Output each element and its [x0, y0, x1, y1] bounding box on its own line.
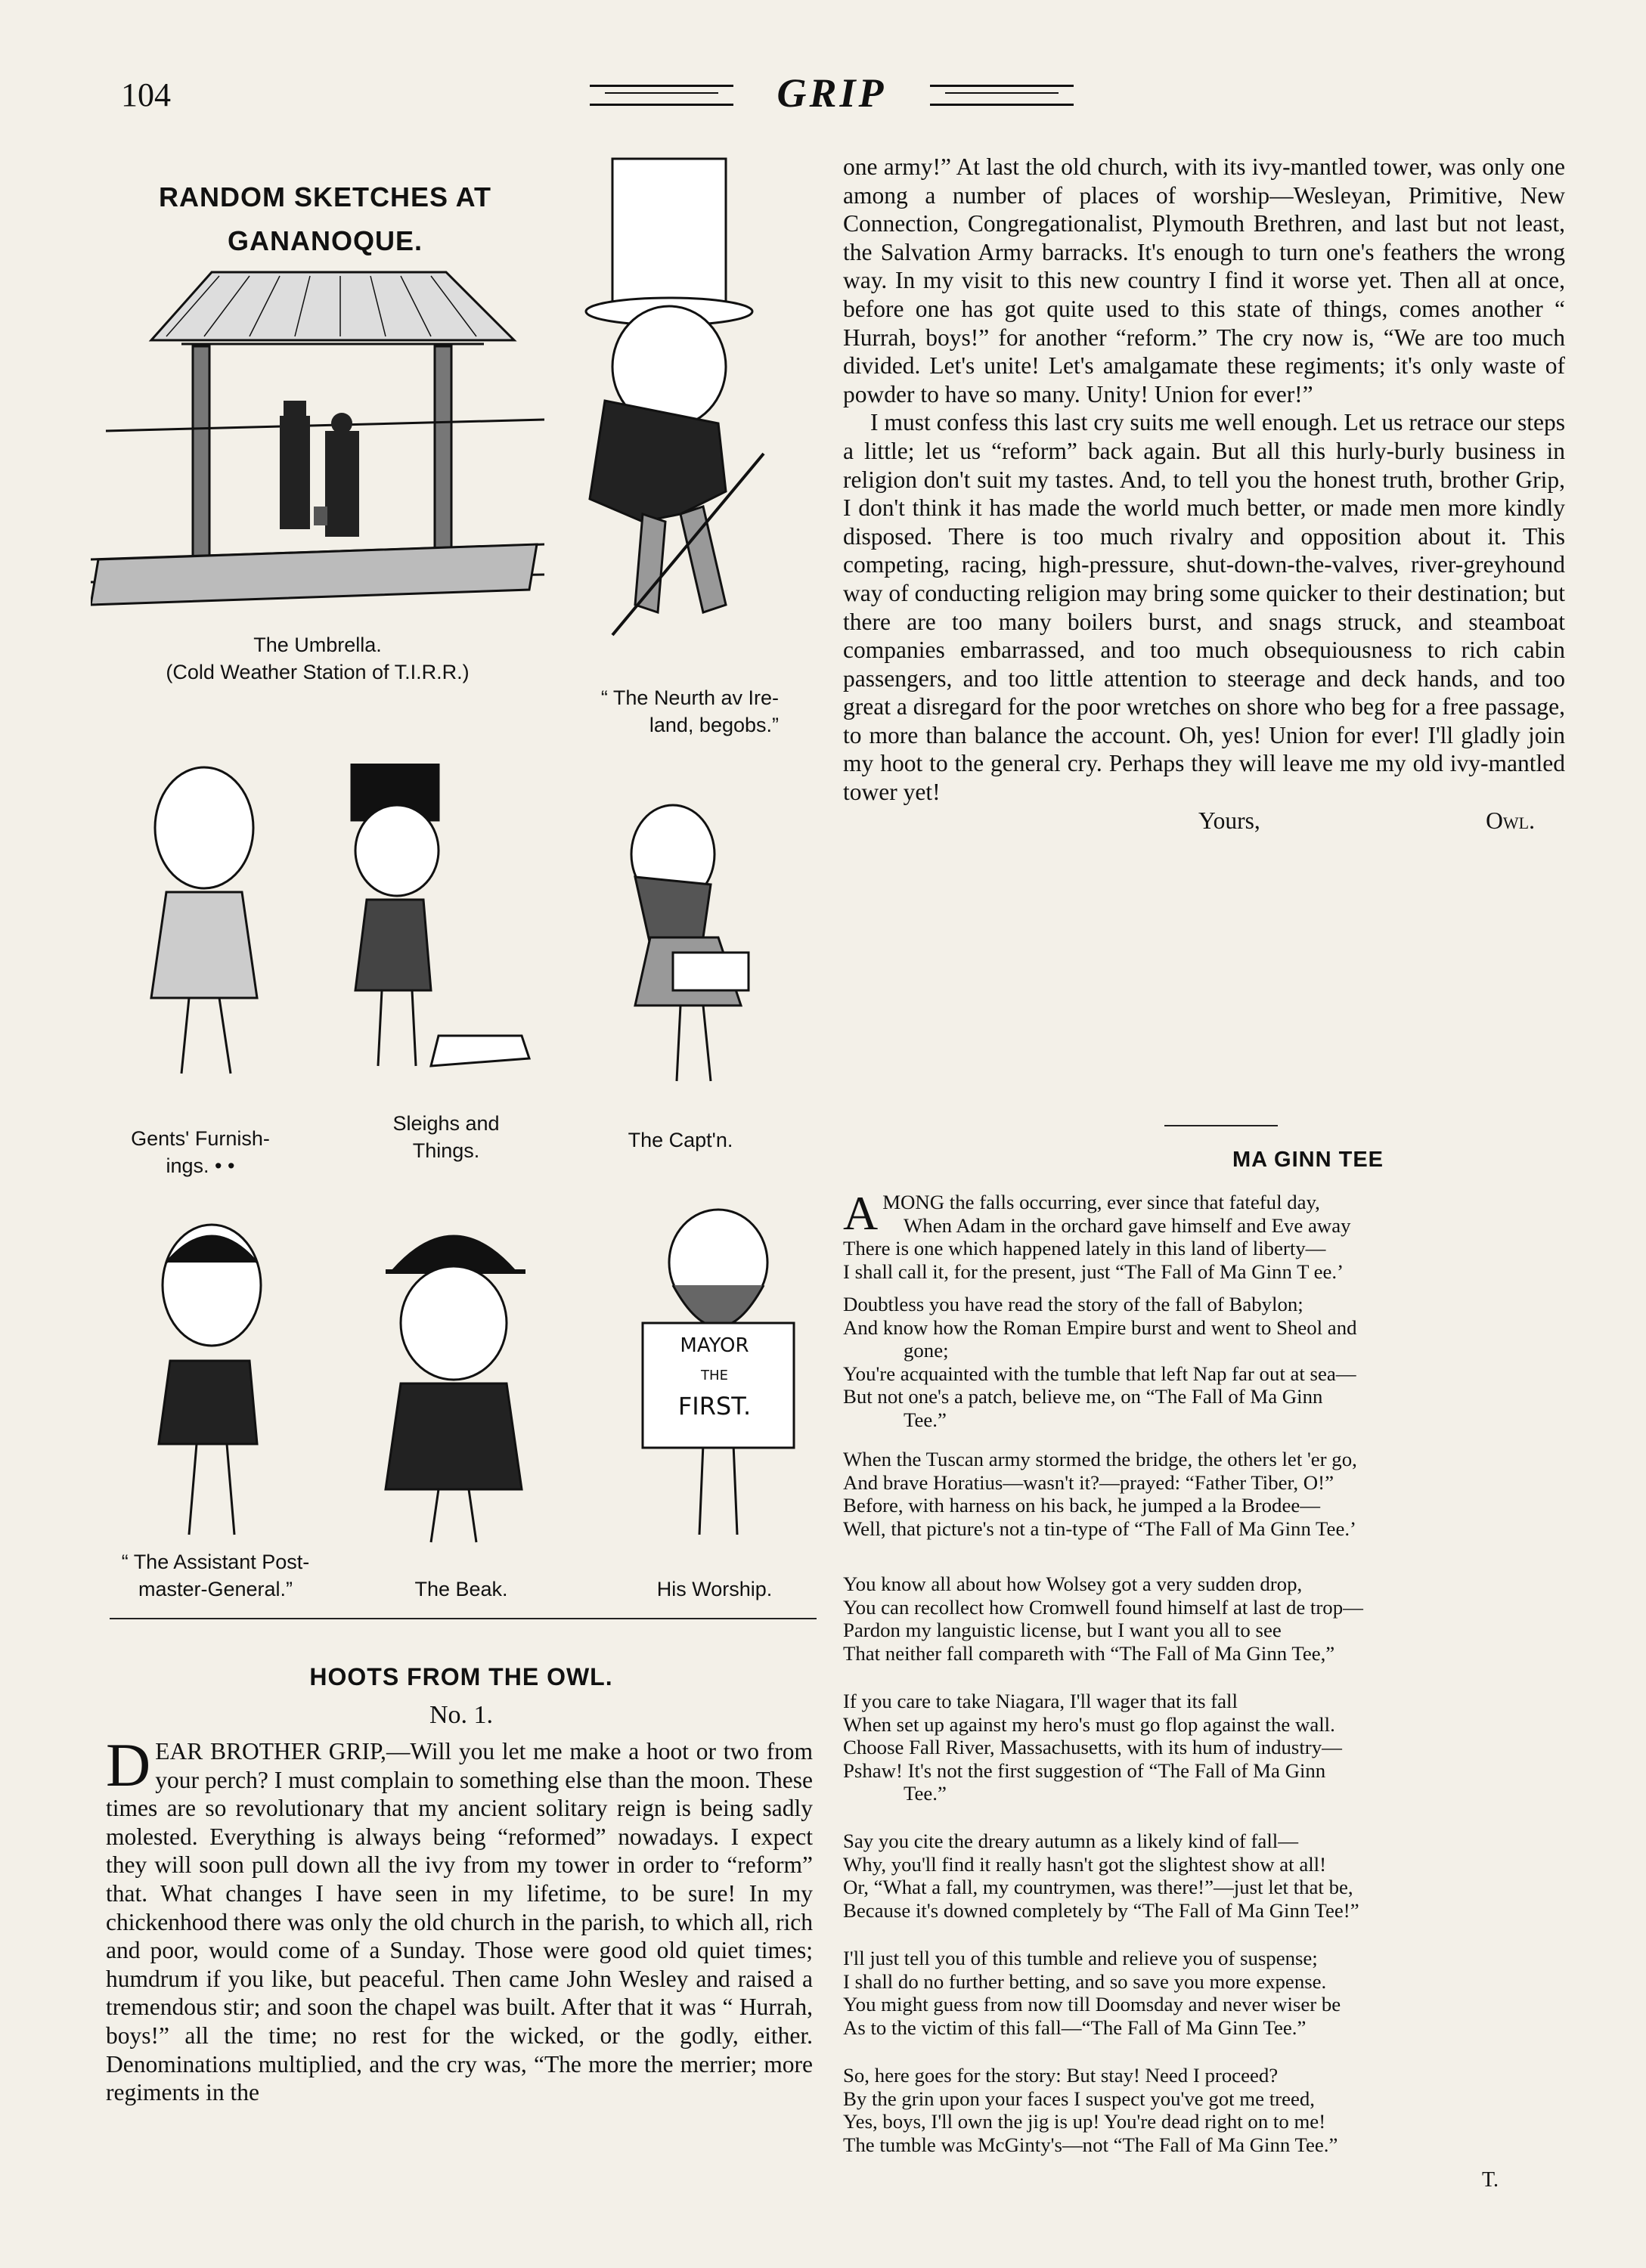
owl-number: No. 1.	[429, 1701, 494, 1729]
sketches-title-line1: RANDOM SKETCHES AT	[159, 181, 491, 212]
section-divider	[110, 1618, 817, 1619]
poem-line: And brave Horatius—wasn't it?—prayed: “Father Tiber, O!”	[843, 1470, 1334, 1494]
top-hat-man-illustration	[560, 151, 817, 650]
poem-stanza-8	[843, 2064, 1569, 2156]
poem-line: When the Tuscan army stormed the bridge, the others let 'er go,	[843, 1448, 1357, 1470]
poem-line: Pardon my languistic license, but I want you all to see	[843, 1619, 1282, 1642]
mayor-sign	[650, 1331, 779, 1421]
masthead-title: GRIP	[777, 70, 887, 116]
poem-line: So, here goes for the story: But stay! Need I proceed?	[843, 2064, 1279, 2087]
poem-line: I'll just tell you of this tumble and relieve you of suspense;	[843, 1947, 1318, 1969]
poem-line: I shall call it, for the present, just “The Fall of Ma Ginn T ee.’	[843, 1259, 1344, 1283]
owl-yours: Yours,	[1198, 807, 1260, 834]
caption-postmaster-line1: “ The Assistant Post-	[121, 1551, 310, 1573]
caption-beak: The Beak.	[414, 1578, 508, 1600]
caption-sleighs-line1: Sleighs and	[392, 1112, 500, 1135]
poem-line: The tumble was McGinty's—not “The Fall of Ma Ginn Tee.”	[843, 2133, 1338, 2156]
mayor-sign-line1: MAYOR	[680, 1334, 749, 1357]
poem-line: There is one which happened lately in this land of liberty—	[843, 1237, 1326, 1260]
mayor-sign-line2: THE	[701, 1368, 728, 1383]
caption-gents-line2: ings. • •	[166, 1154, 235, 1177]
owl-text-left	[106, 1730, 813, 2107]
poem-line: I shall do no further betting, and so save you more expense.	[843, 1969, 1327, 1993]
poem-line: That neither fall compareth with “The Fall of Ma Ginn Tee,”	[843, 1641, 1335, 1665]
poem-line: Tee.”	[904, 1782, 947, 1805]
caption-worship: His Worship.	[656, 1578, 773, 1600]
owl-text-right	[843, 153, 1565, 834]
poem-line: When Adam in the orchard gave himself and Eve away	[904, 1213, 1351, 1237]
poem-line: When set up against my hero's must go flop against the wall.	[843, 1712, 1335, 1736]
owl-signature: Owl.	[1486, 807, 1535, 834]
poem-stanza-1	[843, 1186, 1569, 1283]
poem-line: Say you cite the dreary autumn as a likely kind of fall—	[843, 1830, 1299, 1852]
poem-stanza-7	[843, 1947, 1569, 2039]
caption-umbrella-line1: The Umbrella.	[253, 634, 382, 656]
owl-paragraph-1: EAR BROTHER GRIP,—Will you let me make a hoot or two from your perch? I must complain to something else than the moon. These times are so revolutionary that my ancient solitary reign is being sadly molested. Everything is always being “reformed” nowadays. I expect they will soon pull down all the ivy from my tower in order to “reform” that. What changes I have seen in my lifetime, to be sure! In my chickenhood there was only the old church in the parish, to which all, rich and poor, would come of a Sunday. Those were good old quiet times; humdrum if you like, but peaceful. Then came John Wesley and raised a tremendous stir; and soon the chapel was built. After that it was “ Hurrah, boys!” all the time; no rest for the wicked, or the godly, either. Denominations multiplied, and the cry was, “The more the merrier; more regiments in the	[106, 1738, 813, 2106]
poem-line: Because it's downed completely by “The Fall of Ma Ginn Tee!”	[843, 1898, 1359, 1922]
sketches-title	[113, 175, 537, 263]
poem-line: You know all about how Wolsey got a very sudden drop,	[843, 1572, 1303, 1595]
poem-line: As to the victim of this fall—“The Fall of Ma Ginn Tee.”	[843, 2015, 1307, 2039]
poem-drop-cap: A	[843, 1186, 879, 1240]
poem-line: Pshaw! It's not the first suggestion of “The Fall of Ma Ginn	[843, 1758, 1326, 1782]
poem-heading: MA GINN TEE	[1232, 1148, 1384, 1172]
poem-stanza-3	[843, 1448, 1569, 1540]
poem-line: By the grin upon your faces I suspect you've got me treed,	[843, 2087, 1315, 2110]
poem-stanza-4	[843, 1572, 1569, 1665]
poem-line: You're acquainted with the tumble that left Nap far out at sea—	[843, 1362, 1356, 1385]
poem-line: Tee.”	[904, 1408, 947, 1431]
caption-umbrella	[121, 631, 514, 686]
poem-line: Choose Fall River, Massachusetts, with its hum of industry—	[843, 1736, 1342, 1759]
owl-paragraph-2: I must confess this last cry suits me well enough. Let us retrace our steps a little; let us “reform” back again. But all this hurly-burly business in religion don't suit my tastes. And, to tell you the honest truth, brother Grip, I don't think it has made the world much better, or made men more kindly disposed. There is too much rivalry and opposition about it. This competing, racing, high-pressure, shut-down-the-valves, river-greyhound way of conducting religion may bring some quicker to their destination; but there are too many boilers burst, and snags struck, and steamboat companies embarrassed, and too much obsequiousness to rich cabin passengers, and too little attention to steerage and deck hands, and too great a disregard for the poor wretches on shore who beg for a free passage, to more than balance the account. Oh, yes! Union for ever! I'll gladly join my hoot to the general cry. Perhaps they will leave me my old ivy-mantled tower yet!	[843, 409, 1565, 806]
poem-divider	[1164, 1125, 1278, 1126]
poem-line: You might guess from now till Doomsday and never wiser be	[843, 1993, 1341, 2016]
caption-neurth-line2: land, begobs.”	[649, 714, 779, 736]
poem-line: But not one's a patch, believe me, on “The Fall of Ma Ginn	[843, 1385, 1323, 1408]
caption-postmaster	[91, 1548, 340, 1603]
sleighs-and-things-illustration	[325, 764, 537, 1096]
poem-stanza-6	[843, 1830, 1569, 1922]
owl-paragraph-1-cont: one army!” At last the old church, with its ivy-mantled tower, was only one among a number of places of worship—Wesleyan, Primitive, New Connection, Congregationalist, Plymouth Brethren, and last but not least, the Salvation Army barracks. It's enough to turn one's feathers the wrong way. In my visit to this new country I find it worse yet. Then all at once, before one has got quite used to this state of things, comes another “ Hurrah, boys!” for another “reform.” The cry now is, “We are too much divided. Let's unite! Let's amalgamate these regiments; it's only waste of powder to have so many. Unity! Union for ever!”	[843, 153, 1565, 407]
caption-gents	[106, 1125, 295, 1179]
caption-umbrella-line2: (Cold Weather Station of T.I.R.R.)	[166, 661, 470, 683]
caption-sleighs-line2: Things.	[412, 1139, 480, 1162]
poem-line: Doubtless you have read the story of the fall of Babylon;	[843, 1293, 1303, 1315]
poem-line: If you care to take Niagara, I'll wager that its fall	[843, 1690, 1238, 1712]
poem-stanza-2	[843, 1293, 1569, 1432]
caption-gents-line1: Gents' Furnish-	[131, 1127, 270, 1150]
caption-postmaster-line2: master-General.”	[138, 1578, 293, 1600]
sketches-title-line2: GANANOQUE.	[227, 225, 423, 256]
poem-line: And know how the Roman Empire burst and went to Sheol and	[843, 1315, 1357, 1339]
poem-line: Yes, boys, I'll own the jig is up! You're dead right on to me!	[843, 2110, 1326, 2133]
caption-sleighs	[355, 1110, 537, 1164]
poem-line: Before, with harness on his back, he jumped a la Brodee—	[843, 1494, 1321, 1517]
owl-heading: HOOTS FROM THE OWL.	[309, 1663, 613, 1690]
caption-captn: The Capt'n.	[628, 1129, 733, 1151]
poem-line: MONG the falls occurring, ever since that fateful day,	[882, 1191, 1320, 1213]
poem-line: Well, that picture's not a tin-type of “The Fall of Ma Ginn Tee.’	[843, 1517, 1356, 1540]
poem-stanza-5	[843, 1690, 1569, 1805]
poem-signature: T.	[1482, 2168, 1499, 2192]
poem-line: gone;	[904, 1339, 949, 1362]
the-beak-illustration	[355, 1202, 567, 1550]
page-number: 104	[121, 76, 171, 113]
caption-neurth	[552, 684, 779, 739]
caption-neurth-line1: “ The Neurth av Ire-	[600, 686, 779, 709]
owl-drop-cap: D	[106, 1730, 151, 1799]
mayor-sign-line3: FIRST.	[677, 1392, 752, 1421]
captain-illustration	[590, 794, 817, 1089]
masthead	[582, 70, 1081, 115]
assistant-postmaster-illustration	[98, 1194, 325, 1550]
poem-line: Why, you'll find it really hasn't got the slightest show at all!	[843, 1852, 1327, 1876]
poem-line: Or, “What a fall, my countrymen, was there!”—just let that be,	[843, 1876, 1353, 1899]
umbrella-station-illustration	[91, 257, 544, 612]
gents-furnishings-illustration	[106, 756, 302, 1089]
poem-line: You can recollect how Cromwell found himself at last de trop—	[843, 1595, 1363, 1619]
